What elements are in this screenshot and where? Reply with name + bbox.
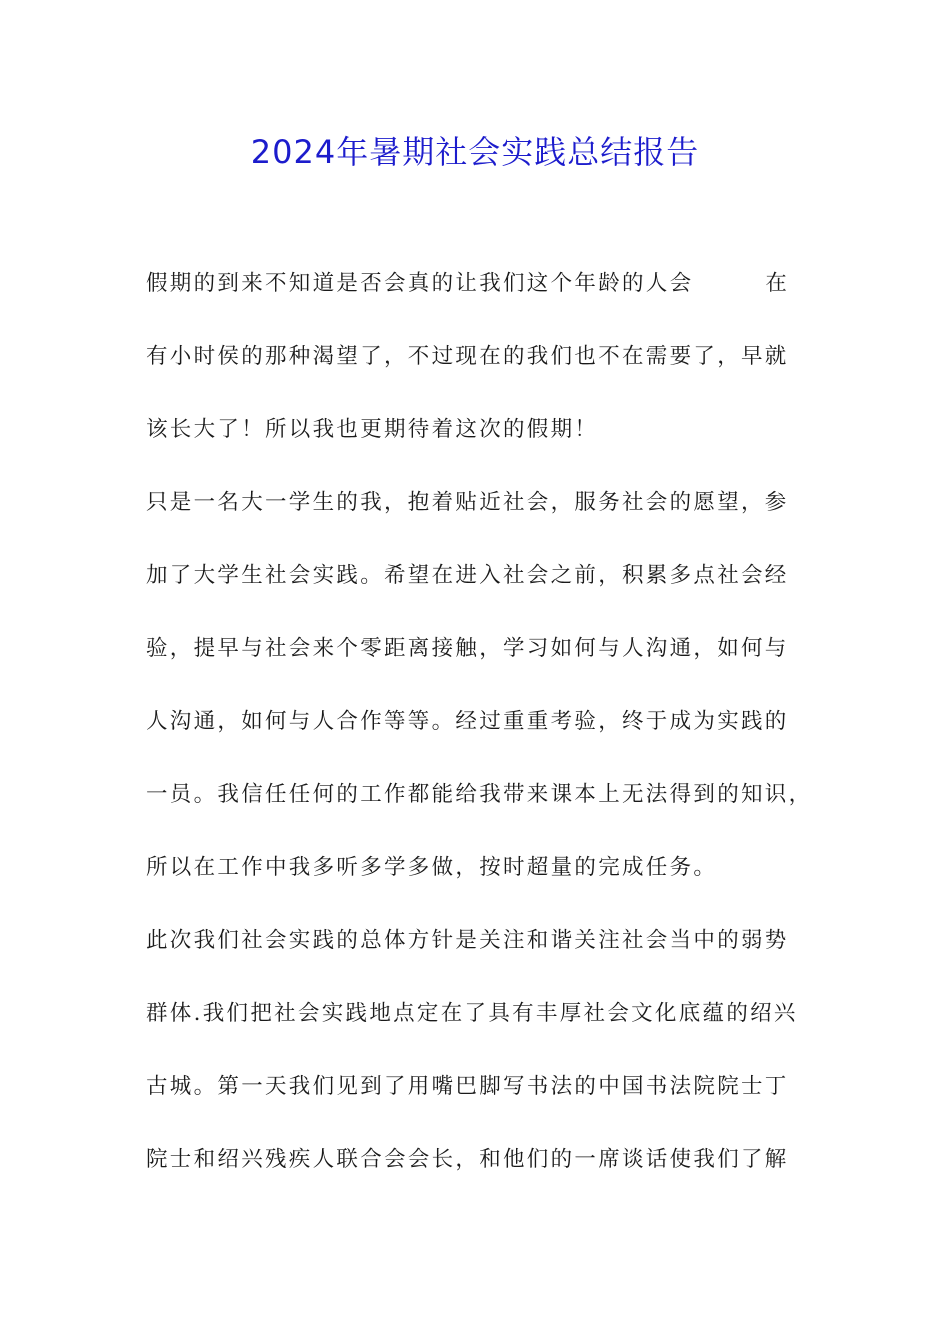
paragraph-line — [146, 262, 826, 335]
paragraph-line: 群体.我们把社会实践地点定在了具有丰厚社会文化底蕴的绍兴 — [146, 1001, 798, 1026]
paragraph-line: 古城。第一天我们见到了用嘴巴脚写书法的中国书法院院士丁 — [146, 1074, 789, 1099]
paragraph-line: 一员。我信任任何的工作都能给我带来课本上无法得到的知识， — [146, 782, 813, 807]
paragraph-line: 加了大学生社会实践。希望在进入社会之前，积累多点社会经 — [146, 563, 789, 588]
paragraph-line: 只是一名大一学生的我，抱着贴近社会，服务社会的愿望，参 — [146, 490, 789, 515]
line-text: 假期的到来不知道是否会真的让我们这个年龄的人会 — [146, 271, 694, 296]
paragraph-line: 院士和绍兴残疾人联合会会长，和他们的一席谈话使我们了解 — [146, 1147, 789, 1172]
paragraph-line: 人沟通，如何与人合作等等。经过重重考验，终于成为实践的 — [146, 709, 789, 734]
paragraph-line: 所以在工作中我多听多学多做，按时超量的完成任务。 — [146, 855, 718, 880]
paragraph-line: 验，提早与社会来个零距离接触，学习如何与人沟通，如何与 — [146, 636, 789, 661]
paragraph-line: 有小时侯的那种渴望了，不过现在的我们也不在需要了，早就 — [146, 344, 789, 369]
document-body — [146, 262, 826, 1211]
paragraph-line: 该长大了！所以我也更期待着这次的假期！ — [146, 417, 599, 442]
paragraph-line: 此次我们社会实践的总体方针是关注和谐关注社会当中的弱势 — [146, 928, 789, 953]
document-title: 2024年暑期社会实践总结报告 — [250, 133, 700, 171]
line-text-tail: 在 — [765, 271, 790, 296]
